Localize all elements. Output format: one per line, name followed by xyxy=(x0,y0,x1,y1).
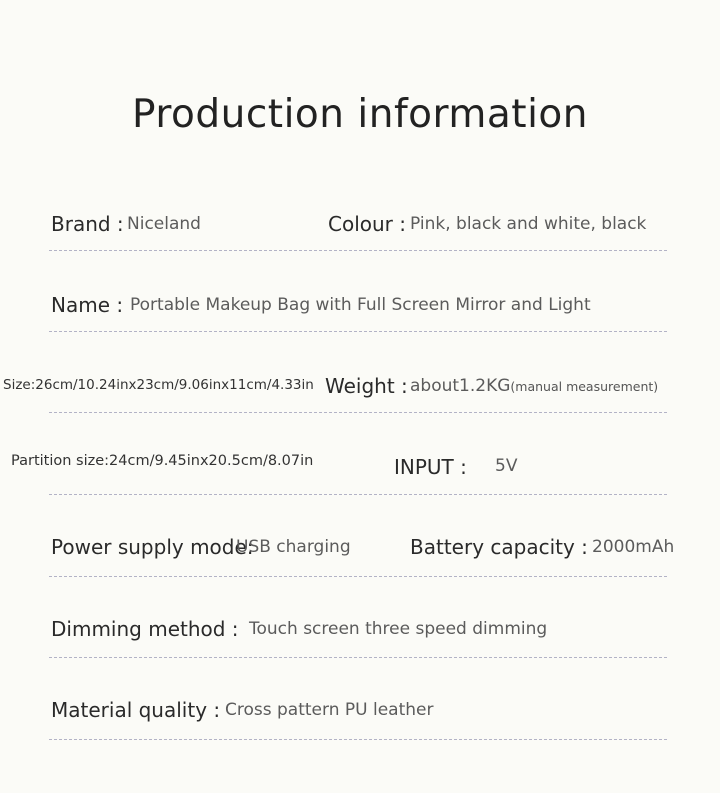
colour-value: Pink, black and white, black xyxy=(410,214,647,234)
divider xyxy=(49,576,667,577)
divider xyxy=(49,331,667,332)
material-label: Material quality : xyxy=(51,698,221,722)
page-title: Production information xyxy=(132,92,588,137)
size-text: Size:26cm/10.24inx23cm/9.06inx11cm/4.33in xyxy=(3,377,314,393)
battery-value: 2000mAh xyxy=(592,537,675,557)
battery-label: Battery capacity : xyxy=(410,535,588,559)
divider xyxy=(49,494,667,495)
partition-size-text: Partition size:24cm/9.45inx20.5cm/8.07in xyxy=(11,453,314,469)
divider xyxy=(49,412,667,413)
divider xyxy=(49,739,667,740)
weight-label: Weight : xyxy=(325,374,408,398)
input-value: 5V xyxy=(495,456,518,476)
material-value: Cross pattern PU leather xyxy=(225,700,434,720)
name-value: Portable Makeup Bag with Full Screen Mirror and Light xyxy=(130,295,591,315)
dimming-label: Dimming method : xyxy=(51,617,239,641)
power-supply-label: Power supply mode: xyxy=(51,535,254,559)
power-supply-value: USB charging xyxy=(236,537,351,557)
divider xyxy=(49,250,667,251)
name-label: Name : xyxy=(51,293,124,317)
brand-label: Brand : xyxy=(51,212,124,236)
weight-note: (manual measurement) xyxy=(510,379,659,394)
weight-value xyxy=(410,376,658,396)
brand-value: Niceland xyxy=(127,214,201,234)
colour-label: Colour : xyxy=(328,212,406,236)
divider xyxy=(49,657,667,658)
dimming-value: Touch screen three speed dimming xyxy=(249,619,548,639)
input-label: INPUT : xyxy=(394,455,467,479)
weight-amount: about1.2KG xyxy=(410,376,511,396)
